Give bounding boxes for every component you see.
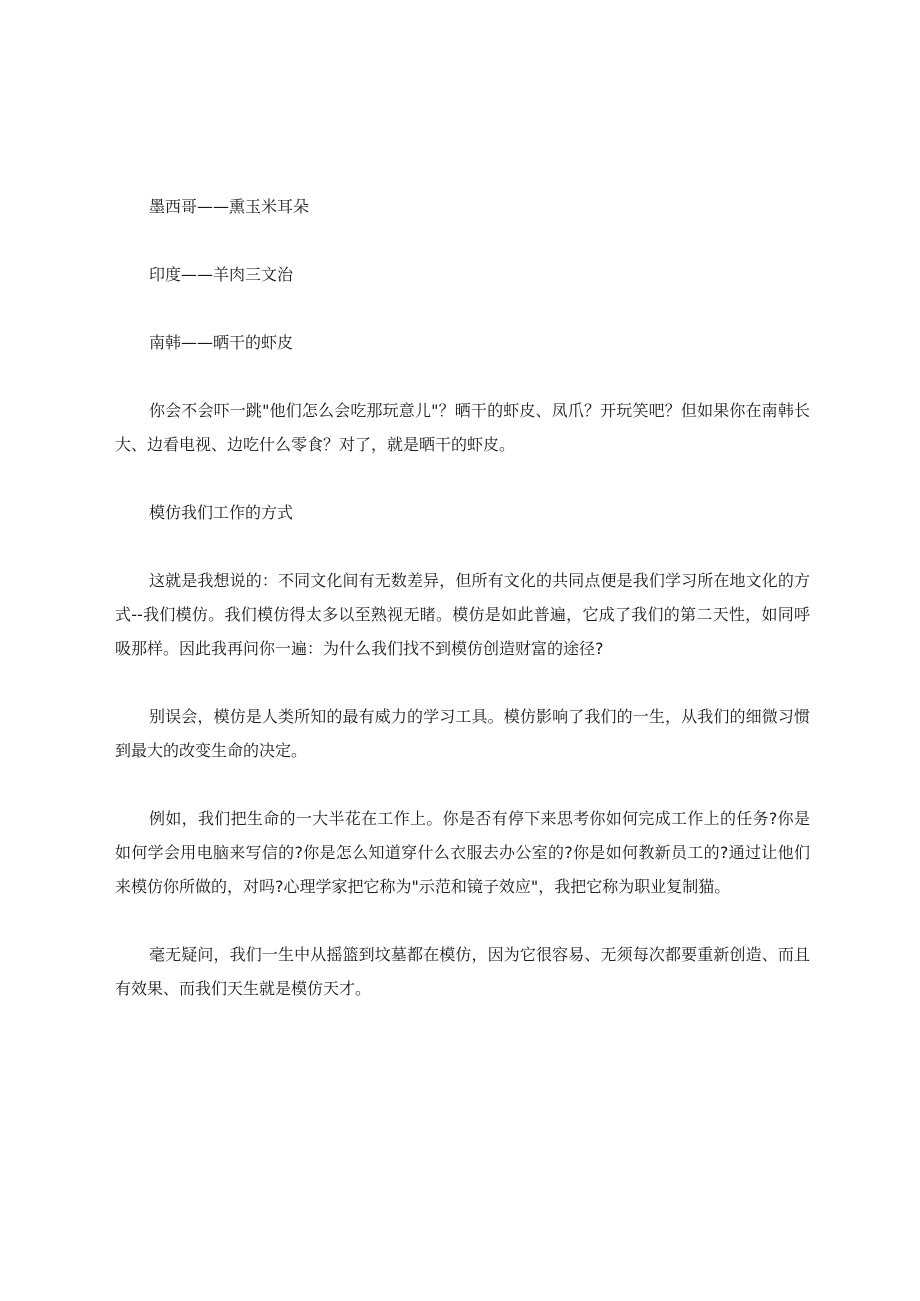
paragraph-imitation-genius: 毫无疑问，我们一生中从摇篮到坟墓都在模仿，因为它很容易、无须每次都要重新创造、而且有效果、而我们天生就是模仿天才。 bbox=[115, 945, 810, 998]
document-body bbox=[115, 190, 810, 1006]
paragraph-culture-imitation: 这就是我想说的：不同文化间有无数差异，但所有文化的共同点便是我们学习所在地文化的方式--我们模仿。我们模仿得太多以至熟视无睹。模仿是如此普遍，它成了我们的第二天性，如同呼吸那样。因此我再问你一遍：为什么我们找不到模仿创造财富的途径? bbox=[115, 571, 810, 658]
section-heading-imitation: 模仿我们工作的方式 bbox=[149, 503, 294, 522]
paragraph-korea: 南韩——晒干的虾皮 bbox=[149, 333, 294, 352]
paragraph-work-example: 例如，我们把生命的一大半花在工作上。你是否有停下来思考你如何完成工作上的任务?你是如何学会用电脑来写信的?你是怎么知道穿什么衣服去办公室的?你是如何教新员工的?通过让他们来模仿你所做的，对吗?心理学家把它称为"示范和镜子效应"，我把它称为职业复制猫。 bbox=[115, 809, 810, 896]
paragraph-learning-tool: 别误会，模仿是人类所知的最有威力的学习工具。模仿影响了我们的一生，从我们的细微习惯到最大的改变生命的决定。 bbox=[115, 707, 810, 760]
paragraph-mexico: 墨西哥——熏玉米耳朵 bbox=[149, 197, 310, 216]
paragraph-india: 印度——羊肉三文治 bbox=[149, 265, 294, 284]
paragraph-dried-shrimp: 你会不会吓一跳"他们怎么会吃那玩意儿"？晒干的虾皮、凤爪？开玩笑吧？但如果你在南韩长大、边看电视、边吃什么零食？对了，就是晒干的虾皮。 bbox=[115, 401, 810, 454]
